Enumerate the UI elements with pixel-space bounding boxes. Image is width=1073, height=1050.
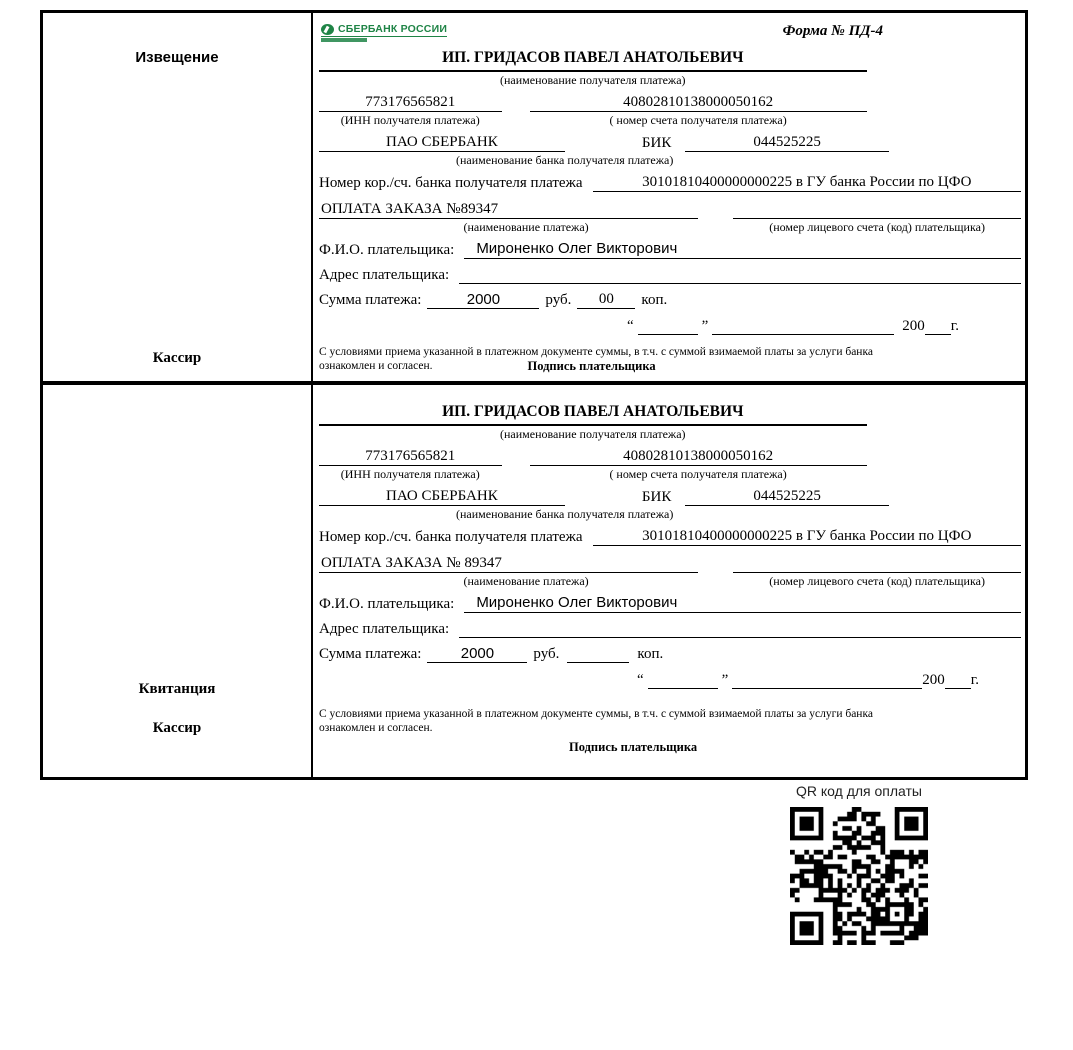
payer-address-field (459, 265, 1021, 284)
payment-caption: (наименование платежа) (463, 574, 589, 588)
bik-label: БИК (641, 135, 672, 151)
bank-caption: (наименование банка получателя платежа) (456, 507, 674, 521)
payee-account-value: 40802810138000050162 (530, 448, 867, 466)
cashier-label: Кассир (152, 350, 202, 366)
personal-account-field (733, 200, 1021, 219)
rub-label: руб. (545, 292, 572, 308)
inn-caption: (ИНН получателя платежа) (340, 467, 480, 481)
kop-label: коп. (641, 292, 668, 308)
date-year-prefix: 200 (922, 672, 945, 688)
sum-kop-value (567, 645, 629, 663)
personal-account-caption: (номер лицевого счета (код) плательщика) (769, 220, 985, 234)
date-day-field (638, 317, 698, 335)
account-caption: ( номер счета получателя платежа) (609, 467, 787, 481)
corr-account-label: Номер кор./сч. банка получателя платежа (319, 529, 583, 545)
date-year-suffix: г. (970, 672, 979, 688)
qr-label: QR код для оплаты (795, 783, 922, 799)
bik-value: 044525225 (685, 488, 889, 506)
bank-name-value: ПАО СБЕРБАНК (319, 134, 565, 152)
date-quote-open: “ (626, 318, 634, 334)
personal-account-caption: (номер лицевого счета (код) плательщика) (769, 574, 985, 588)
sum-label: Сумма платежа: (319, 646, 422, 662)
kop-label: коп. (637, 646, 664, 662)
sberbank-logo-icon (321, 24, 334, 35)
sum-rub-value: 2000 (427, 291, 539, 309)
payee-name: ИП. ГРИДАСОВ ПАВЕЛ АНАТОЛЬЕВИЧ (319, 403, 867, 426)
payer-signature-label: Подпись плательщика (527, 359, 656, 373)
cashier-label: Кассир (152, 720, 202, 736)
payer-address-field (459, 619, 1021, 638)
payment-purpose-value: ОПЛАТА ЗАКАЗА №89347 (319, 201, 698, 219)
notice-slip (43, 13, 1025, 381)
agreement-text-line2: ознакомлен и согласен. (319, 722, 433, 734)
date-month-field (732, 671, 922, 689)
qr-code (790, 807, 928, 945)
payee-account-value: 40802810138000050162 (530, 94, 867, 112)
receipt-left-column (43, 385, 313, 777)
inn-caption: (ИНН получателя платежа) (340, 113, 480, 127)
pd4-form (40, 10, 1028, 780)
notice-content (313, 13, 1025, 381)
payer-name-value: Мироненко Олег Викторович (464, 594, 1021, 613)
notice-label: Извещение (135, 49, 219, 66)
payee-name: ИП. ГРИДАСОВ ПАВЕЛ АНАТОЛЬЕВИЧ (319, 49, 867, 72)
bank-name-value: ПАО СБЕРБАНК (319, 488, 565, 506)
sberbank-logo-tagline (321, 38, 367, 42)
corr-account-value: 30101810400000000225 в ГУ банка России по ЦФО (593, 174, 1021, 192)
sum-kop-value: 00 (577, 291, 635, 309)
receipt-slip (43, 381, 1025, 777)
account-caption: ( номер счета получателя платежа) (609, 113, 787, 127)
payer-address-label: Адрес плательщика: (319, 267, 450, 283)
bank-caption: (наименование банка получателя платежа) (456, 153, 674, 167)
notice-left-column (43, 13, 313, 381)
date-month-field (712, 317, 894, 335)
date-year-field (945, 671, 971, 689)
agreement-text-line1: С условиями приема указанной в платежном документе суммы, в т.ч. с суммой взимаемой платы за услуги банка (319, 708, 873, 720)
personal-account-field (733, 554, 1021, 573)
date-quote-close: ” (721, 672, 729, 688)
payer-name-label: Ф.И.О. плательщика: (319, 242, 455, 258)
payee-caption: (наименование получателя платежа) (500, 427, 686, 441)
payer-signature-label: Подпись плательщика (569, 740, 698, 754)
payee-inn-value: 773176565821 (319, 94, 502, 112)
rub-label: руб. (533, 646, 560, 662)
bik-value: 044525225 (685, 134, 889, 152)
date-quote-open: “ (636, 672, 644, 688)
form-number-label: Форма № ПД-4 (782, 23, 883, 39)
payer-name-label: Ф.И.О. плательщика: (319, 596, 455, 612)
agreement-text-line1: С условиями приема указанной в платежном документе суммы, в т.ч. с суммой взимаемой платы за услуги банка (319, 346, 873, 358)
payment-purpose-value: ОПЛАТА ЗАКАЗА № 89347 (319, 555, 698, 573)
sum-rub-value: 2000 (427, 645, 527, 663)
date-day-field (648, 671, 718, 689)
payee-caption: (наименование получателя платежа) (500, 73, 686, 87)
payer-name-value: Мироненко Олег Викторович (464, 240, 1021, 259)
payment-caption: (наименование платежа) (463, 220, 589, 234)
receipt-content (313, 385, 1025, 777)
bik-label: БИК (641, 489, 672, 505)
sberbank-logo (321, 23, 447, 42)
date-quote-close: ” (701, 318, 709, 334)
corr-account-value: 30101810400000000225 в ГУ банка России по ЦФО (593, 528, 1021, 546)
agreement-text-line2: ознакомлен и согласен. (319, 360, 433, 372)
payer-address-label: Адрес плательщика: (319, 621, 450, 637)
sberbank-logo-text: СБЕРБАНК РОССИИ (338, 23, 448, 35)
qr-payment-block (786, 783, 932, 945)
sum-label: Сумма платежа: (319, 292, 422, 308)
date-year-field (925, 317, 951, 335)
date-year-prefix: 200 (902, 318, 925, 334)
corr-account-label: Номер кор./сч. банка получателя платежа (319, 175, 583, 191)
payee-inn-value: 773176565821 (319, 448, 502, 466)
receipt-label: Квитанция (138, 681, 216, 697)
date-year-suffix: г. (950, 318, 959, 334)
